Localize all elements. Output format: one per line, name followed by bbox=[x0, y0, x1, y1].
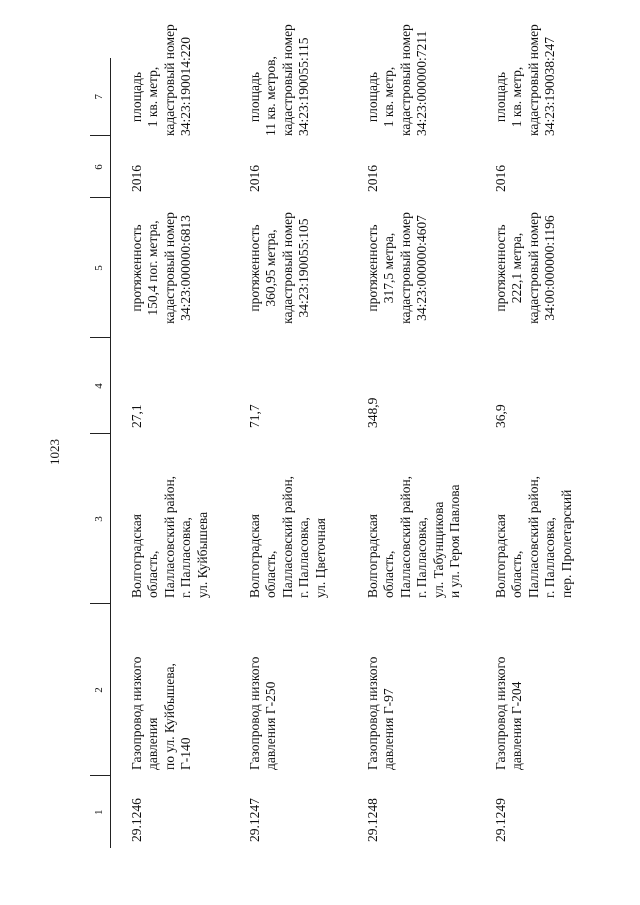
object-address-line: Волгоградская bbox=[493, 514, 508, 598]
property-table bbox=[90, 24, 593, 848]
land-plot-info-line: площадь bbox=[247, 71, 262, 123]
document-table-rotated bbox=[90, 24, 600, 848]
object-year: 2016 bbox=[365, 165, 380, 192]
object-address-line: ул. Табунщикова bbox=[430, 501, 446, 598]
object-address-line: г. Палласовка, bbox=[178, 517, 194, 598]
land-plot-info-line: кадастровый номер bbox=[161, 24, 177, 136]
land-plot-info-line: площадь bbox=[129, 71, 144, 123]
object-value-cell bbox=[111, 338, 230, 434]
object-address-line: Палласовский район, bbox=[525, 475, 541, 598]
object-characteristics-line: 317,5 метра, bbox=[381, 232, 397, 304]
header-col-4: 4 bbox=[90, 338, 111, 434]
object-address-line: область, bbox=[509, 550, 525, 598]
object-year-cell bbox=[475, 136, 593, 198]
object-characteristics-line: кадастровый номер bbox=[161, 212, 177, 324]
object-characteristics-line: 34:23:190055:105 bbox=[296, 218, 312, 318]
land-plot-info-line: 34:23:190014:220 bbox=[178, 36, 194, 136]
land-plot-info-line: площадь bbox=[493, 71, 508, 123]
land-plot-info-line: 1 кв. метр, bbox=[509, 66, 525, 128]
object-value: 27,1 bbox=[129, 404, 144, 428]
row-number-cell bbox=[229, 776, 347, 848]
header-col-2: 2 bbox=[90, 604, 111, 776]
object-name-cell bbox=[475, 604, 593, 776]
object-characteristics-line: кадастровый номер bbox=[397, 212, 413, 324]
land-plot-info-line: кадастровый номер bbox=[525, 24, 541, 136]
land-plot-info-line: 11 кв. метров, bbox=[263, 56, 279, 136]
object-year: 2016 bbox=[493, 165, 508, 192]
row-number: 29.1248 bbox=[365, 798, 380, 842]
object-address-line: Палласовский район, bbox=[161, 475, 177, 598]
object-name-line: Газопровод низкого bbox=[129, 656, 144, 770]
row-number: 29.1247 bbox=[247, 798, 262, 842]
object-address-line: область, bbox=[263, 550, 279, 598]
object-address-line: пер. Пролетарский bbox=[558, 489, 574, 598]
object-address-line: ул. Куйбышева bbox=[194, 511, 210, 598]
object-characteristics-cell bbox=[347, 198, 475, 338]
table-body bbox=[111, 24, 594, 848]
object-name-line: давления Г-204 bbox=[509, 681, 525, 770]
land-plot-info-cell bbox=[229, 24, 347, 136]
object-address-line: и ул. Героя Павлова bbox=[447, 484, 463, 598]
header-col-3: 3 bbox=[90, 434, 111, 604]
object-value: 348,9 bbox=[365, 397, 380, 428]
object-characteristics-cell bbox=[229, 198, 347, 338]
row-number: 29.1246 bbox=[129, 798, 144, 842]
object-address-line: Палласовский район, bbox=[397, 475, 413, 598]
object-name-line: давления bbox=[145, 717, 161, 770]
land-plot-info-line: кадастровый номер bbox=[397, 24, 413, 136]
object-address-cell bbox=[475, 434, 593, 604]
object-characteristics-cell bbox=[111, 198, 230, 338]
header-col-5: 5 bbox=[90, 198, 111, 338]
object-characteristics-line: 34:23:000000:6813 bbox=[178, 215, 194, 321]
object-address-line: Волгоградская bbox=[247, 514, 262, 598]
object-value-cell bbox=[229, 338, 347, 434]
land-plot-info-cell bbox=[475, 24, 593, 136]
land-plot-info-cell bbox=[347, 24, 475, 136]
object-value: 71,7 bbox=[247, 404, 262, 428]
object-year-cell bbox=[347, 136, 475, 198]
object-address-line: область, bbox=[145, 550, 161, 598]
object-address-line: Волгоградская bbox=[129, 514, 144, 598]
land-plot-info-line: 1 кв. метр, bbox=[145, 66, 161, 128]
object-name-line: по ул. Куйбышева, bbox=[161, 663, 177, 770]
object-characteristics-line: 34:23:000000:4607 bbox=[414, 215, 430, 321]
object-characteristics-line: 34:00:000000:1196 bbox=[542, 215, 558, 321]
object-address-line: г. Палласовка, bbox=[296, 517, 312, 598]
land-plot-info-line: 34:23:190055:115 bbox=[296, 37, 312, 136]
object-name-cell bbox=[111, 604, 230, 776]
object-characteristics-line: кадастровый номер bbox=[279, 212, 295, 324]
object-address-line: ул. Цветочная bbox=[312, 517, 328, 598]
row-number-cell bbox=[347, 776, 475, 848]
header-col-7: 7 bbox=[90, 58, 111, 136]
object-name-line: давления Г-250 bbox=[263, 681, 279, 770]
object-address-line: г. Палласовка, bbox=[542, 517, 558, 598]
object-characteristics-line: кадастровый номер bbox=[525, 212, 541, 324]
land-plot-info-line: 1 кв. метр, bbox=[381, 66, 397, 128]
object-name-line: Газопровод низкого bbox=[493, 656, 508, 770]
object-characteristics-line: 360,95 метра, bbox=[263, 229, 279, 307]
land-plot-info-line: 34:23:000000:7211 bbox=[414, 30, 430, 136]
object-characteristics-line: протяженность bbox=[493, 224, 508, 312]
object-characteristics-line: 222,1 метра, bbox=[509, 232, 525, 304]
header-col-1: 1 bbox=[90, 776, 111, 848]
object-address-cell bbox=[347, 434, 475, 604]
object-value: 36,9 bbox=[493, 404, 508, 428]
row-number: 29.1249 bbox=[493, 798, 508, 842]
object-name-line: давления Г-97 bbox=[381, 688, 397, 770]
object-characteristics-cell bbox=[475, 198, 593, 338]
row-number-cell bbox=[475, 776, 593, 848]
object-value-cell bbox=[475, 338, 593, 434]
object-name-cell bbox=[347, 604, 475, 776]
object-name-cell bbox=[229, 604, 347, 776]
land-plot-info-line: кадастровый номер bbox=[279, 24, 295, 136]
object-address-cell bbox=[111, 434, 230, 604]
object-characteristics-line: 150,4 пог. метра, bbox=[145, 220, 161, 316]
object-year: 2016 bbox=[129, 165, 144, 192]
object-address-line: область, bbox=[381, 550, 397, 598]
page-number: 1023 bbox=[47, 439, 62, 465]
land-plot-info-cell bbox=[111, 24, 230, 136]
land-plot-info-line: площадь bbox=[365, 71, 380, 123]
object-characteristics-line: протяженность bbox=[247, 224, 262, 312]
object-name-line: Газопровод низкого bbox=[365, 656, 380, 770]
header-row bbox=[90, 58, 111, 848]
header-col-6: 6 bbox=[90, 136, 111, 198]
object-address-line: Волгоградская bbox=[365, 514, 380, 598]
table-row bbox=[475, 58, 593, 848]
object-address-line: г. Палласовка, bbox=[414, 517, 430, 598]
land-plot-info-line: 34:23:190038:247 bbox=[542, 36, 558, 136]
object-name-line: Г-140 bbox=[178, 737, 194, 770]
object-name-line: Газопровод низкого bbox=[247, 656, 262, 770]
table-row bbox=[347, 58, 475, 848]
object-address-cell bbox=[229, 434, 347, 604]
row-number-cell bbox=[111, 776, 230, 848]
object-address-line: Палласовский район, bbox=[279, 475, 295, 598]
object-characteristics-line: протяженность bbox=[129, 224, 144, 312]
object-year: 2016 bbox=[247, 165, 262, 192]
object-characteristics-line: протяженность bbox=[365, 224, 380, 312]
object-value-cell bbox=[347, 338, 475, 434]
table-row bbox=[111, 58, 230, 848]
table-row bbox=[229, 58, 347, 848]
object-year-cell bbox=[111, 136, 230, 198]
object-year-cell bbox=[229, 136, 347, 198]
